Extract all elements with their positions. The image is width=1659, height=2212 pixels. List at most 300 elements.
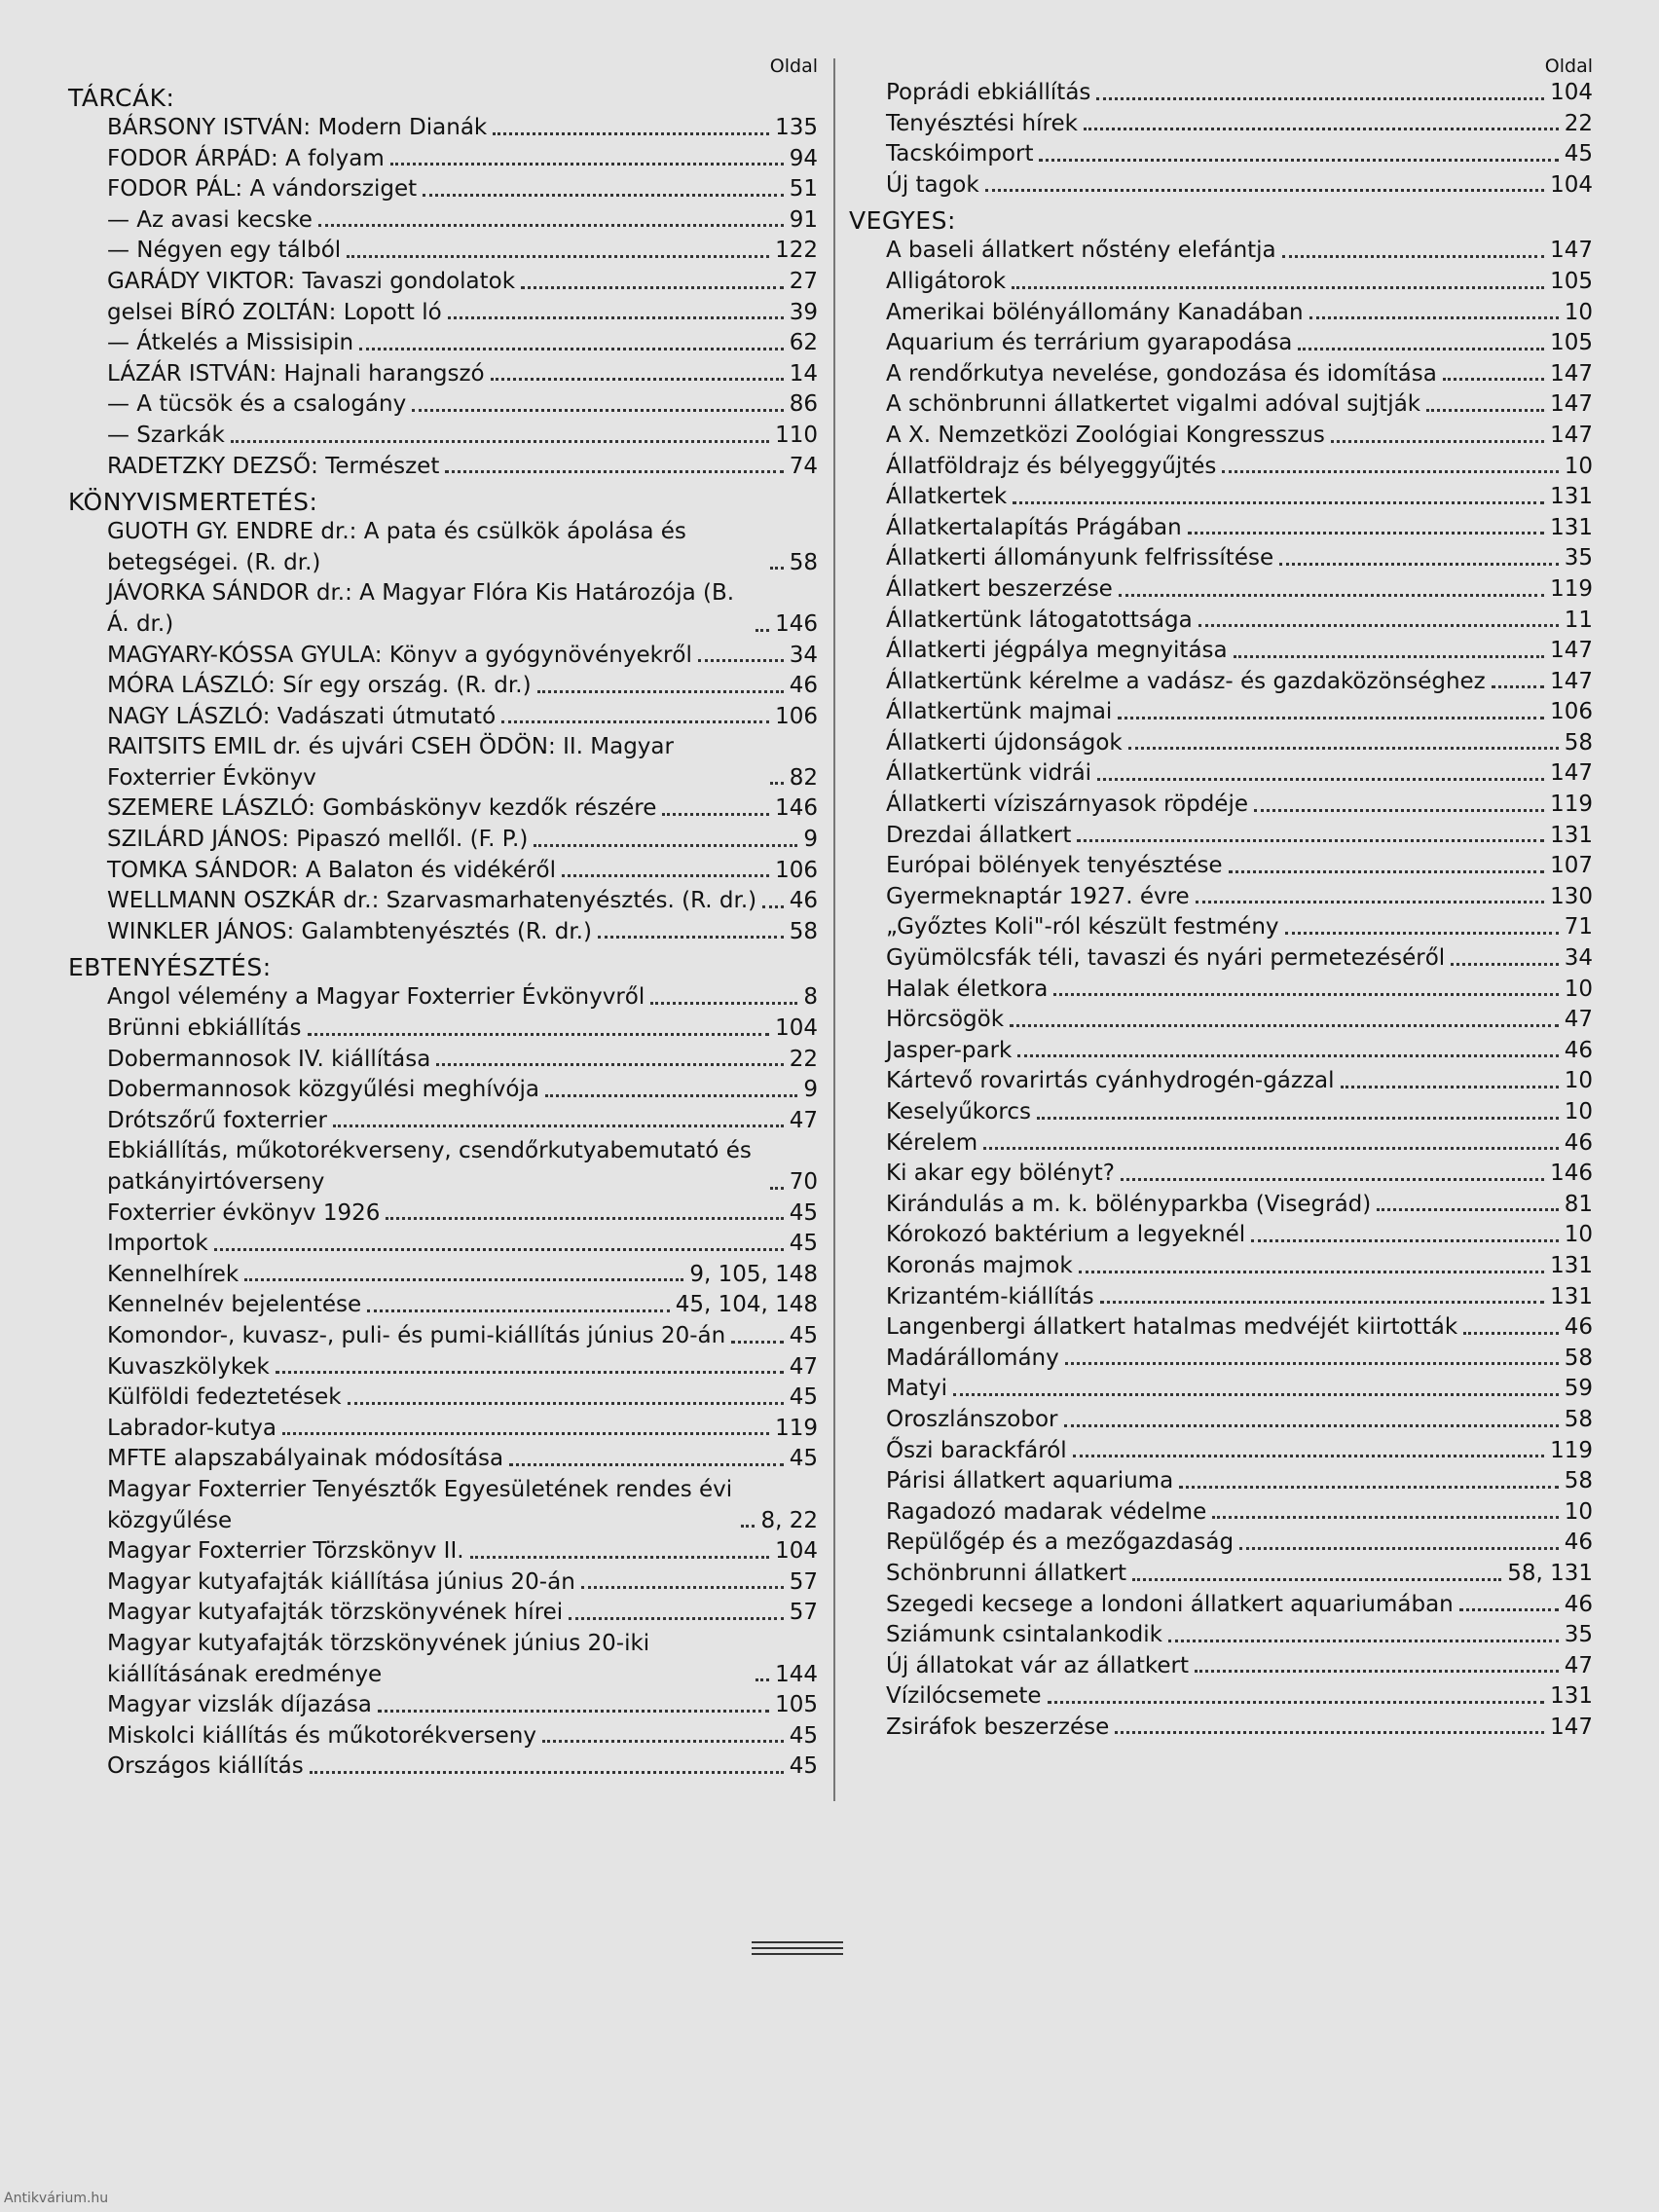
entry-page: 47 [789,1107,818,1133]
dot-leader [953,1393,1559,1396]
entry-title: Magyar kutyafajták törzskönyvének hírei [107,1600,564,1626]
entry-title: — Szarkák [107,422,225,448]
entry-page: 27 [789,268,818,294]
section-heading: VEGYES: [849,206,956,236]
index-entry [849,1651,1593,1682]
index-entry [849,1036,1593,1067]
dot-leader [598,936,784,939]
dot-leader [698,659,784,662]
index-entry [849,1251,1593,1282]
entry-title: Langenbergi állatkert hatalmas medvéjét kiirtották [886,1314,1458,1341]
entry-title: Miskolci kiállítás és műkotorékverseny [107,1722,536,1749]
entry-title: A X. Nemzetközi Zoológiai Kongresszus [886,422,1325,448]
entry-title: — Négyen egy tálból [107,238,342,264]
dot-leader [1079,1271,1544,1273]
entry-title: Zsiráfok beszerzése [886,1714,1110,1740]
entry-title: Állatföldrajz és bélyeggyűjtés [886,453,1217,479]
dot-leader [436,1063,783,1066]
index-entry [849,1374,1593,1405]
dot-leader [542,1740,784,1743]
entry-title: Keselyűkorcs [886,1099,1031,1124]
dot-leader [1039,159,1558,162]
entry-title: Ragadozó madarak védelme [886,1498,1207,1525]
dot-leader [348,1402,784,1405]
dot-leader [1010,1024,1559,1027]
index-entry [849,1436,1593,1467]
index-entry [58,359,818,390]
entry-title: A baseli állatkert nőstény elefántja [886,238,1276,264]
index-entry [849,482,1593,513]
dot-leader [985,189,1544,192]
entry-title: Amerikai bölényállomány Kanadában [886,299,1304,325]
entry-title: Kórokozó baktérium a legyeknél [886,1222,1246,1248]
entry-title: Tenyésztési hírek [886,110,1078,136]
entry-page: 46 [789,888,818,914]
left-column [58,55,818,1783]
entry-page: 46 [1564,1314,1593,1341]
entry-title: Jasper-park [886,1037,1013,1063]
entry-title: Ki akar egy bölényt? [886,1161,1115,1187]
entry-page: 10 [1564,976,1593,1002]
entry-title: Vízilócsemete [886,1683,1042,1710]
entry-title: MAGYARY-KÓSSA GYULA: Könyv a gyógynövényekről [107,642,692,668]
dot-leader [1279,563,1559,566]
entry-page: 130 [1550,883,1593,909]
index-entry [58,1536,818,1567]
entry-page: 147 [1550,1714,1593,1740]
dot-leader [1229,870,1545,873]
index-entry [849,298,1593,329]
entry-page: 106 [1550,699,1593,725]
entry-page: 45 [1564,141,1593,167]
end-rule [752,1937,843,1959]
dot-leader [1285,932,1559,935]
dot-leader [378,1710,769,1713]
page-header-oldal: Oldal [1544,55,1593,77]
entry-title: Magyar Foxterrier Tenyésztők Egyesületének rendes évi közgyűlése [107,1476,733,1533]
index-entry [849,267,1593,298]
entry-title: — Az avasi kecske [107,206,313,233]
entry-page: 106 [775,703,818,729]
entry-page: 74 [789,453,818,479]
entry-page: 144 [775,1661,818,1687]
index-entry [58,641,818,672]
dot-leader [367,1309,670,1312]
entry-page: 45 [789,1322,818,1348]
entry-title: Kuvaszkölykek [107,1353,270,1380]
index-entry [58,298,818,329]
entry-title: SZILÁRD JÁNOS: Pipaszó mellől. (F. P.) [107,827,529,853]
dot-leader [493,132,769,135]
index-entry [849,1005,1593,1036]
index-entry [58,421,818,452]
entry-page: 58, 131 [1507,1560,1593,1586]
entry-title: A schönbrunni állatkertet vigalmi adóval sujtják [886,391,1421,418]
entry-page: 10 [1564,453,1593,479]
entry-title: Madárállomány [886,1345,1059,1371]
index-entry [849,1713,1593,1744]
entry-title: Poprádi ebkiállítás [886,80,1091,105]
index-entry [849,728,1593,759]
entry-title: MFTE alapszabályainak módosítása [107,1446,504,1472]
dot-leader [1013,501,1544,504]
index-entry [849,790,1593,821]
entry-page: 45 [789,1446,818,1472]
index-entry [58,328,818,359]
dot-leader [491,378,784,381]
entry-page: 10 [1564,1068,1593,1094]
entry-title: Állatkertek [886,484,1008,510]
entry-title: Koronás majmok [886,1252,1073,1278]
dot-leader [741,1525,755,1528]
dot-leader [448,316,784,319]
entry-page: 34 [1564,945,1593,972]
entry-page: 59 [1564,1376,1593,1402]
entry-title: Schönbrunni állatkert [886,1560,1127,1586]
dot-leader [1341,1086,1559,1088]
entry-page: 58 [789,549,818,575]
entry-page: 81 [1564,1191,1593,1217]
entry-page: 46 [1564,1591,1593,1617]
entry-title: SZEMERE LÁSZLÓ: Gombáskönyv kezdők részére [107,795,657,822]
index-entry [58,1014,818,1045]
index-entry [849,1066,1593,1097]
dot-leader [1084,128,1559,130]
entry-title: TOMKA SÁNDOR: A Balaton és vidékéről [107,857,556,883]
entry-page: 22 [789,1046,818,1072]
entry-title: Repülőgép és a mezőgazdaság [886,1530,1235,1556]
dot-leader [1048,1701,1545,1704]
entry-page: 70 [789,1169,818,1195]
entry-page: 35 [1564,545,1593,571]
dot-leader [1065,1362,1559,1365]
entry-page: 104 [775,1538,818,1565]
entry-title: Állatkerti víziszárnyasok röpdéje [886,792,1248,818]
index-entry [849,821,1593,852]
index-entry [58,1598,818,1629]
entry-title: NAGY LÁSZLÓ: Vadászati útmutató [107,703,497,729]
entry-page: 131 [1550,822,1593,848]
entry-page: 104 [1550,171,1593,198]
index-entry [58,1045,818,1076]
entry-page: 45 [789,1384,818,1411]
index-entry [849,882,1593,913]
index-entry [58,856,818,887]
index-entry [58,389,818,421]
entry-page: 9 [803,1077,818,1103]
dot-leader [359,348,784,350]
dot-leader [470,1556,770,1559]
entry-page: 110 [775,422,818,448]
entry-page: 119 [1550,792,1593,818]
dot-leader [1119,594,1544,597]
entry-page: 147 [1550,668,1593,694]
entry-title: Gyümölcsfák téli, tavaszi és nyári permetezéséről [886,945,1446,972]
entry-title: Angol vélemény a Magyar Foxterrier Évkönyvről [107,984,645,1011]
index-entry [849,975,1593,1006]
entry-title: Alligátorok [886,268,1007,294]
entry-title: Külföldi fedeztetések [107,1384,342,1411]
index-entry [849,1528,1593,1559]
section-heading: EBTENYÉSZTÉS: [68,953,272,982]
dot-leader [244,1278,683,1281]
entry-title: Komondor-, kuvasz-, puli- és pumi-kiállítás június 20-án [107,1322,726,1348]
dot-leader [1443,378,1544,381]
index-entry [58,1444,818,1475]
entry-page: 94 [789,145,818,171]
entry-page: 147 [1550,760,1593,787]
page-header-oldal: Oldal [769,55,818,77]
entry-page: 91 [789,206,818,233]
dot-leader [1451,963,1559,966]
entry-title: Importok [107,1231,208,1257]
dot-leader [756,629,769,632]
dot-leader [1168,1640,1559,1642]
dot-leader [1331,440,1544,443]
dot-leader [562,874,769,877]
index-entry [58,113,818,144]
entry-page: 104 [1550,80,1593,105]
index-entry [58,1382,818,1414]
dot-leader [1492,685,1544,688]
index-entry [849,667,1593,698]
entry-title: Kérelem [886,1129,978,1156]
index-entry [849,1097,1593,1128]
entry-page: 10 [1564,1099,1593,1124]
entry-page: 9, 105, 148 [689,1261,818,1287]
dot-leader [1195,1670,1559,1673]
dot-leader [1234,655,1544,658]
index-entry [849,1282,1593,1313]
dot-leader [1222,470,1558,473]
entry-page: 10 [1564,299,1593,325]
entry-title: Magyar vizslák díjazása [107,1692,372,1718]
entry-title: Állatkertünk kérelme a vadász- és gazdaközönséghez [886,668,1486,694]
index-entry [58,1690,818,1721]
dot-leader [1118,717,1544,719]
dot-leader [333,1124,784,1127]
entry-title: Drótszőrű foxterrier [107,1107,327,1133]
index-entry [58,1475,818,1536]
entry-title: Európai bölények tenyésztése [886,853,1223,879]
entry-page: 131 [1550,484,1593,510]
index-entry [849,1681,1593,1713]
entry-page: 122 [775,238,818,264]
index-entry [849,1466,1593,1497]
dot-leader [412,409,784,412]
index-entry [849,943,1593,975]
index-entry [849,1220,1593,1251]
index-entry [58,1751,818,1783]
dot-leader [1239,1547,1559,1550]
index-entry [58,917,818,948]
index-entry [849,1190,1593,1221]
dot-leader [1128,747,1559,750]
index-entry [849,78,1593,109]
entry-page: 82 [789,764,818,791]
entry-page: 104 [775,1015,818,1042]
entry-title: — Átkelés a Missisipin [107,330,354,356]
entry-title: BÁRSONY ISTVÁN: Modern Dianák [107,115,488,140]
dot-leader [1212,1516,1558,1519]
entry-page: 58 [1564,729,1593,756]
entry-page: 14 [789,360,818,387]
entry-page: 57 [789,1600,818,1626]
entry-page: 47 [1564,1007,1593,1033]
entry-title: Állatkerti jégpálya megnyitása [886,638,1228,664]
dot-leader [1309,316,1559,319]
entry-title: LÁZÁR ISTVÁN: Hajnali harangszó [107,360,485,387]
dot-leader [1298,348,1544,350]
entry-title: Állatkerti állományunk felfrissítése [886,545,1274,571]
entry-title: Őszi barackfáról [886,1437,1067,1463]
dot-leader [1426,409,1544,412]
entry-page: 47 [789,1353,818,1380]
index-entry [58,1629,818,1690]
section-heading: TÁRCÁK: [68,84,175,112]
index-entry [58,825,818,856]
entry-page: 45 [789,1722,818,1749]
index-entry [58,671,818,702]
entry-title: GARÁDY VIKTOR: Tavaszi gondolatok [107,268,516,294]
dot-leader [569,1617,784,1620]
entry-page: 105 [775,1692,818,1718]
entry-page: 106 [775,857,818,883]
index-entry [58,578,818,640]
entry-title: Magyar kutyafajták kiállítása június 20-án [107,1568,575,1595]
entry-page: 119 [1550,575,1593,602]
index-entry [58,236,818,267]
dot-leader [1053,993,1558,996]
entry-title: WINKLER JÁNOS: Galambtenyésztés (R. dr.) [107,918,592,944]
dot-leader [1254,809,1544,812]
index-entry [849,359,1593,390]
dot-leader [214,1248,784,1251]
dot-leader [1097,778,1544,781]
index-entry [849,1590,1593,1621]
dot-leader [545,1094,797,1097]
entry-page: 35 [1564,1622,1593,1648]
entry-page: 10 [1564,1222,1593,1248]
entry-page: 58 [1564,1406,1593,1432]
entry-title: Új állatokat vár az állatkert [886,1652,1189,1678]
entry-title: A rendőrkutya nevelése, gondozása és idomítása [886,360,1437,387]
index-entry [58,1567,818,1599]
entry-page: 146 [775,610,818,637]
watermark: Antikvárium.hu [4,2191,109,2206]
index-entry [58,1136,818,1198]
dot-leader [308,1033,770,1036]
entry-page: 86 [789,391,818,418]
index-entry [58,1321,818,1352]
dot-leader [423,194,784,197]
entry-page: 105 [1550,268,1593,294]
dot-leader [509,1463,784,1466]
index-entry [58,144,818,175]
index-entry [849,543,1593,574]
index-entry [849,758,1593,790]
entry-title: Országos kiállítás [107,1753,304,1780]
entry-title: Dobermannosok IV. kiállítása [107,1046,431,1072]
dot-leader [318,224,784,227]
entry-title: Tacskóimport [886,141,1034,167]
entry-page: 45 [789,1199,818,1226]
index-entry [849,109,1593,140]
index-entry [849,1620,1593,1651]
entry-title: Halak életkora [886,976,1049,1002]
entry-title: GUOTH GY. ENDRE dr.: A pata és csülkök ápolása és betegségei. (R. dr.) [107,519,686,575]
entry-page: 9 [803,827,818,853]
entry-page: 46 [1564,1037,1593,1063]
entry-title: Gyermeknaptár 1927. évre [886,883,1190,909]
dot-leader [1179,1486,1559,1489]
dot-leader [276,1371,784,1374]
dot-leader [1077,839,1544,842]
index-entry [58,702,818,733]
index-entry [849,574,1593,606]
entry-title: FODOR PÁL: A vándorsziget [107,176,418,203]
dot-leader [731,1341,784,1344]
dot-leader [1017,1054,1558,1057]
column-divider [833,58,835,1801]
dot-leader [770,567,784,570]
entry-title: „Győztes Koli"-ról készült festmény [886,914,1279,940]
index-entry [849,389,1593,421]
entry-page: 107 [1550,853,1593,879]
entry-page: 11 [1564,607,1593,633]
entry-page: 147 [1550,422,1593,448]
entry-title: Magyar Foxterrier Törzskönyv II. [107,1538,464,1565]
entry-title: Kirándulás a m. k. bölényparkba (Visegrád) [886,1191,1372,1217]
entry-page: 46 [1564,1530,1593,1556]
index-entry [849,912,1593,943]
index-entry [58,793,818,825]
entry-page: 22 [1564,110,1593,136]
dot-leader [1188,532,1544,535]
index-entry [58,982,818,1014]
entry-title: RADETZKY DEZSŐ: Természet [107,453,440,479]
entry-page: 146 [775,795,818,822]
entry-page: 58 [1564,1468,1593,1494]
dot-leader [770,782,784,785]
dot-leader [770,1187,784,1190]
index-entry [58,1290,818,1321]
entry-title: WELLMANN OSZKÁR dr.: Szarvasmarhatenyésztés. (R. dr.) [107,888,757,914]
entry-page: 47 [1564,1652,1593,1678]
entry-title: Foxterrier évkönyv 1926 [107,1199,381,1226]
index-entry [58,1229,818,1260]
entry-title: Új tagok [886,171,979,198]
index-entry [58,174,818,205]
entry-title: Labrador-kutya [107,1415,276,1441]
entry-title: Ebkiállítás, műkotorékverseny, csendőrkutyabemutató és patkányirtóverseny [107,1138,752,1195]
index-entry [849,452,1593,483]
index-entry [849,421,1593,452]
entry-title: Kártevő rovarirtás cyánhydrogén-gázzal [886,1068,1335,1094]
entry-title: Állatkert beszerzése [886,575,1113,602]
index-entry [58,1198,818,1230]
dot-leader [521,286,784,289]
index-entry [58,1721,818,1752]
entry-title: Dobermannosok közgyűlési meghívója [107,1077,539,1103]
dot-leader [1100,1301,1544,1304]
dot-leader [1037,1117,1559,1120]
index-entry [58,267,818,298]
entry-page: 46 [1564,1129,1593,1156]
section-heading: KÖNYVISMERTETÉS: [68,488,318,517]
index-entry [849,851,1593,882]
entry-title: Oroszlánszobor [886,1406,1058,1432]
